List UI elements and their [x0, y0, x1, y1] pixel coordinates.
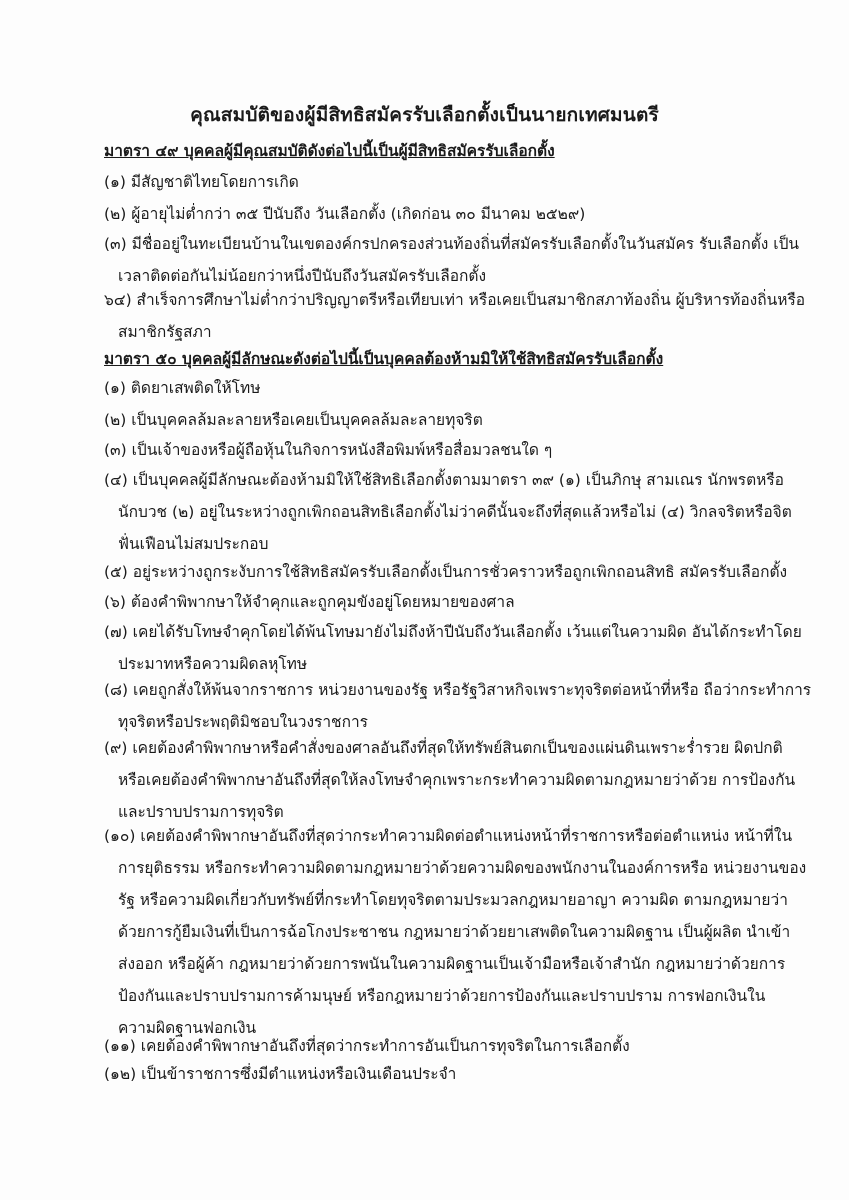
list-item	[104, 616, 802, 680]
item-line: และปราบปรามการทุจริต	[118, 803, 284, 821]
item-line: (๗) เคยได้รับโทษจำคุกโดยได้พ้นโทษมายังไม่ถึงห้าปีนับถึงวันเลือกตั้ง เว้นแต่ในความผิด อันได้กระทำโดย	[104, 623, 802, 641]
item-line: (๑) ติดยาเสพติดให้โทษ	[104, 379, 261, 397]
item-line: (๖) ต้องคำพิพากษาให้จำคุกและถูกคุมขังอยู่โดยหมายของศาล	[104, 593, 515, 611]
item-line: ฟั่นเฟือนไม่สมประกอบ	[118, 535, 269, 553]
item-line: การยุติธรรม หรือกระทำความผิดตามกฎหมายว่าด้วยความผิดของพนักงานในองค์การหรือ หน่วยงานของ	[118, 859, 807, 877]
list-item	[104, 1058, 754, 1090]
item-line: สมาชิกรัฐสภา	[118, 323, 212, 341]
item-line: (๓) มีชื่ออยู่ในทะเบียนบ้านในเขตองค์กรปกครองส่วนท้องถิ่นที่สมัครรับเลือกตั้งในวันสมัคร รับเลือกตั้ง เป็น	[104, 235, 800, 253]
section-49-heading: มาตรา ๔๙ บุคคลผู้มีคุณสมบัติดังต่อไปนี้เป็นผู้มีสิทธิสมัครรับเลือกตั้ง	[104, 142, 555, 160]
list-item	[104, 556, 788, 588]
item-line: รัฐ หรือความผิดเกี่ยวกับทรัพย์ที่กระทำโดยทุจริตตามประมวลกฎหมายอาญา ความผิด ตามกฎหมายว่า	[118, 891, 788, 909]
item-line: ประมาทหรือความผิดลหุโทษ	[118, 655, 308, 673]
list-item	[104, 372, 754, 404]
item-line: (๕) อยู่ระหว่างถูกระงับการใช้สิทธิสมัครรับเลือกตั้งเป็นการชั่วคราวหรือถูกเพิกถอนสิทธิ สมัครรับเลือกตั้ง	[104, 563, 788, 581]
item-line: (๑) มีสัญชาติไทยโดยการเกิด	[104, 173, 299, 191]
list-item	[104, 674, 812, 738]
item-line: ทุจริตหรือประพฤติมิชอบในวงราชการ	[118, 713, 368, 731]
item-line: ป้องกันและปราบปรามการค้ามนุษย์ หรือกฎหมายว่าด้วยการป้องกันและปราบปราม การฟอกเงินใน	[118, 987, 766, 1005]
list-item	[104, 434, 754, 466]
item-line: (๑๒) เป็นข้าราชการซึ่งมีตำแหน่งหรือเงินเดือนประจำ	[104, 1065, 457, 1083]
section-50-heading: มาตรา ๕๐ บุคคลผู้มีลักษณะดังต่อไปนี้เป็นบุคคลต้องห้ามมิให้ใช้สิทธิสมัครรับเลือกตั้ง	[104, 350, 664, 368]
list-item	[104, 820, 807, 1044]
document-title: คุณสมบัติของผู้มีสิทธิสมัครรับเลือกตั้งเป็นนายกเทศมนตรี	[190, 104, 659, 126]
item-line: ๖๔) สำเร็จการศึกษาไม่ต่ำกว่าปริญญาตรีหรือเทียบเท่า หรือเคยเป็นสมาชิกสภาท้องถิ่น ผู้บริหารท้องถิ่นหรือ	[104, 291, 806, 309]
list-item	[104, 284, 806, 348]
item-line: (๒) เป็นบุคคลล้มละลายหรือเคยเป็นบุคคลล้มละลายทุจริต	[104, 411, 483, 429]
list-item	[104, 198, 754, 230]
item-line: (๒) ผู้อายุไม่ต่ำกว่า ๓๕ ปีนับถึง วันเลือกตั้ง (เกิดก่อน ๓๐ มีนาคม ๒๕๒๙)	[104, 205, 586, 223]
list-item	[104, 586, 754, 618]
list-item	[104, 464, 792, 560]
item-line: (๔) เป็นบุคคลผู้มีลักษณะต้องห้ามมิให้ใช้สิทธิเลือกตั้งตามมาตรา ๓๙ (๑) เป็นภิกษุ สามเณร นักพรตหรือ	[104, 471, 784, 489]
item-line: ส่งออก หรือผู้ค้า กฎหมายว่าด้วยการพนันในความผิดฐานเป็นเจ้ามือหรือเจ้าสำนัก กฎหมายว่าด้วยการ	[118, 955, 786, 973]
list-item	[104, 732, 796, 828]
list-item	[104, 166, 754, 198]
item-line: (๑๑) เคยต้องคำพิพากษาอันถึงที่สุดว่ากระทำการอันเป็นการทุจริตในการเลือกตั้ง	[104, 1037, 630, 1055]
item-line: นักบวช (๒) อยู่ในระหว่างถูกเพิกถอนสิทธิเลือกตั้งไม่ว่าคดีนั้นจะถึงที่สุดแล้วหรือไม่ (๔) วิกลจริตหรือจิต	[118, 503, 792, 521]
list-item	[104, 228, 800, 292]
item-line: หรือเคยต้องคำพิพากษาอันถึงที่สุดให้ลงโทษจำคุกเพราะกระทำความผิดตามกฎหมายว่าด้วย การป้องกัน	[118, 771, 796, 789]
item-line: (๘) เคยถูกสั่งให้พ้นจากราชการ หน่วยงานของรัฐ หรือรัฐวิสาหกิจเพราะทุจริตต่อหน้าที่หรือ ถือว่ากระทำการ	[104, 681, 812, 699]
item-line: ด้วยการกู้ยืมเงินที่เป็นการฉ้อโกงประชาชน กฎหมายว่าด้วยยาเสพติดในความผิดฐาน เป็นผู้ผลิต นำเข้า	[118, 923, 791, 941]
item-line: (๑๐) เคยต้องคำพิพากษาอันถึงที่สุดว่ากระทำความผิดต่อตำแหน่งหน้าที่ราชการหรือต่อตำแหน่ง หน้าที่ใน	[104, 827, 793, 845]
item-line: ความผิดฐานฟอกเงิน	[118, 1019, 257, 1037]
list-item	[104, 404, 754, 436]
item-line: (๙) เคยต้องคำพิพากษาหรือคำสั่งของศาลอันถึงที่สุดให้ทรัพย์สินตกเป็นของแผ่นดินเพราะร่ำรวย ผิดปกติ	[104, 739, 783, 757]
item-line: เวลาติดต่อกันไม่น้อยกว่าหนึ่งปีนับถึงวันสมัครรับเลือกตั้ง	[118, 267, 487, 285]
item-line: (๓) เป็นเจ้าของหรือผู้ถือหุ้นในกิจการหนังสือพิมพ์หรือสื่อมวลชนใด ๆ	[104, 441, 553, 459]
